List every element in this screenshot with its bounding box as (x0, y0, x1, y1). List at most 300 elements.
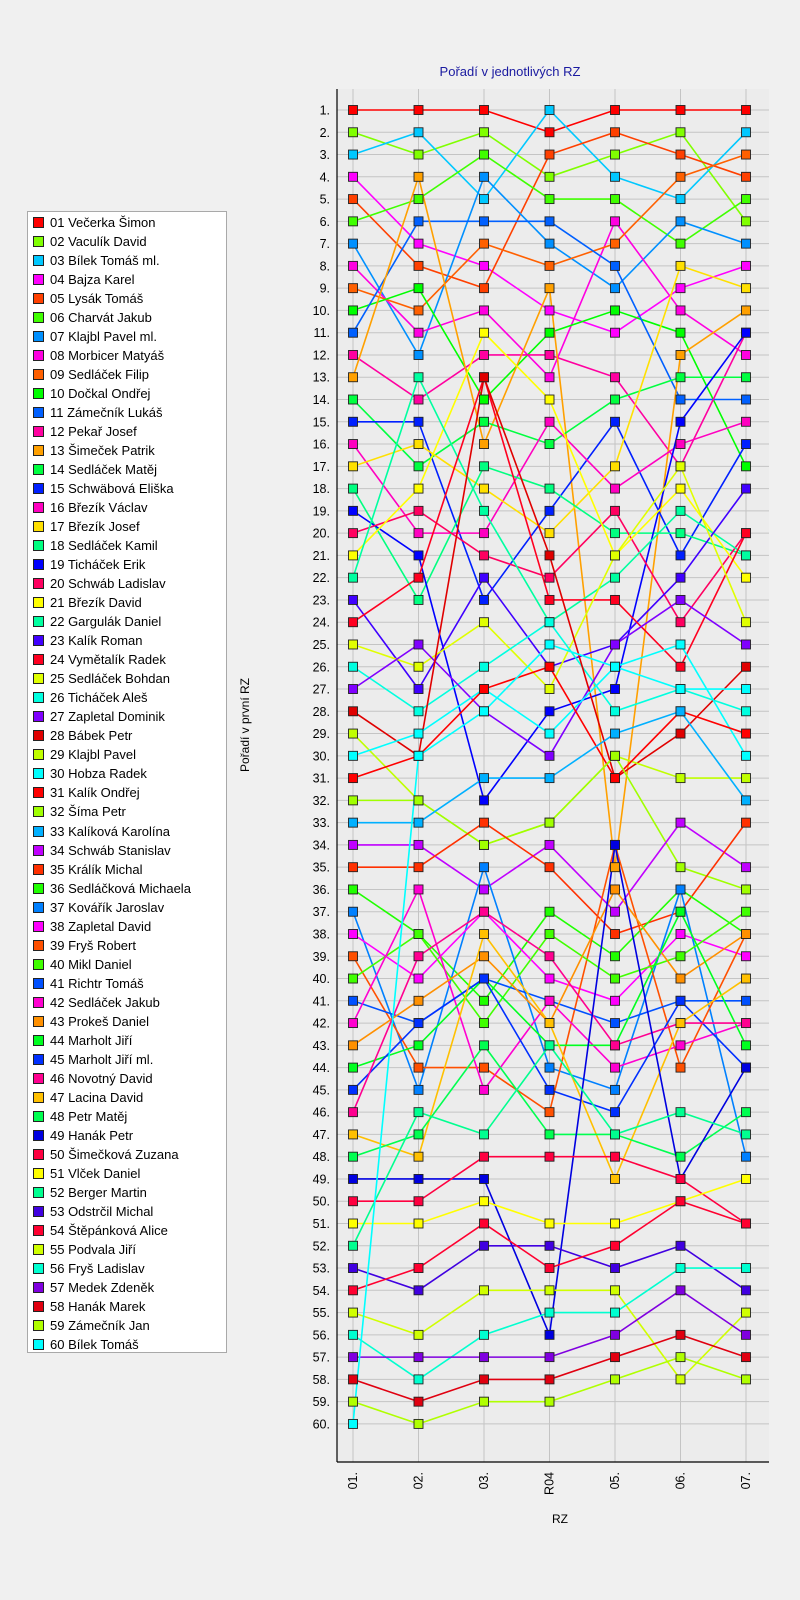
data-point (742, 751, 751, 760)
legend-label: 11 Zámečník Lukáš (50, 405, 163, 421)
data-point (742, 462, 751, 471)
legend-label: 12 Pekař Josef (50, 424, 137, 440)
data-point (545, 662, 554, 671)
data-point (611, 907, 620, 916)
data-point (545, 974, 554, 983)
data-point (414, 640, 423, 649)
data-point (349, 662, 358, 671)
data-point (480, 974, 489, 983)
data-point (742, 395, 751, 404)
legend-marker (33, 1339, 44, 1350)
y-tick-label: 47. (312, 1127, 330, 1142)
data-point (611, 417, 620, 426)
data-point (676, 1241, 685, 1250)
legend-item (28, 1088, 226, 1107)
data-point (349, 284, 358, 293)
legend-item (28, 631, 226, 650)
data-point (349, 1041, 358, 1050)
data-point (676, 484, 685, 493)
legend-item (28, 232, 226, 251)
legend-label: 51 Vlček Daniel (50, 1165, 141, 1181)
data-point (349, 996, 358, 1005)
legend-marker (33, 293, 44, 304)
y-tick-label: 28. (312, 704, 330, 719)
y-tick-label: 44. (312, 1061, 330, 1076)
data-point (414, 440, 423, 449)
data-point (611, 885, 620, 894)
data-point (676, 1019, 685, 1028)
data-point (414, 1330, 423, 1339)
x-tick-label: R04 (542, 1472, 557, 1495)
data-point (480, 1241, 489, 1250)
legend-label: 08 Morbicer Matyáš (50, 348, 165, 364)
data-point (480, 907, 489, 916)
data-point (349, 1419, 358, 1428)
data-point (742, 1330, 751, 1339)
data-point (414, 350, 423, 359)
y-tick-label: 13. (312, 370, 330, 385)
data-point (414, 239, 423, 248)
data-point (349, 306, 358, 315)
y-tick-label: 20. (312, 526, 330, 541)
chart-title: Pořadí v jednotlivých RZ (439, 64, 581, 79)
y-tick-label: 45. (312, 1083, 330, 1098)
y-tick-label: 11. (313, 326, 330, 341)
data-point (676, 929, 685, 938)
data-point (742, 818, 751, 827)
data-point (545, 529, 554, 538)
legend-label: 05 Lysák Tomáš (50, 291, 144, 307)
data-point (611, 996, 620, 1005)
data-point (676, 618, 685, 627)
y-tick-label: 21. (312, 548, 330, 563)
legend-item (28, 936, 226, 955)
legend-item (28, 1202, 226, 1221)
legend-marker (33, 616, 44, 627)
data-point (742, 640, 751, 649)
data-point (676, 996, 685, 1005)
data-point (611, 595, 620, 604)
data-point (349, 195, 358, 204)
legend-item (28, 1183, 226, 1202)
data-point (676, 106, 685, 115)
legend-marker (33, 1168, 44, 1179)
data-point (742, 551, 751, 560)
data-point (611, 1286, 620, 1295)
data-point (349, 1264, 358, 1273)
data-point (742, 1063, 751, 1072)
legend-label: 25 Sedláček Bohdan (50, 671, 170, 687)
data-point (611, 1108, 620, 1117)
data-point (545, 1353, 554, 1362)
legend-marker (33, 902, 44, 913)
data-point (480, 172, 489, 181)
data-point (349, 1286, 358, 1295)
data-point (611, 1219, 620, 1228)
y-tick-label: 6. (319, 214, 330, 229)
legend-item (28, 802, 226, 821)
legend-marker (33, 1263, 44, 1274)
legend-label: 47 Lacina David (50, 1089, 144, 1105)
data-point (480, 1174, 489, 1183)
legend (27, 211, 227, 1353)
data-point (611, 395, 620, 404)
data-point (414, 996, 423, 1005)
legend-label: 01 Večerka Šimon (50, 215, 156, 230)
data-point (676, 373, 685, 382)
data-point (742, 618, 751, 627)
y-tick-label: 26. (312, 660, 330, 675)
legend-label: 42 Sedláček Jakub (50, 994, 160, 1010)
data-point (414, 929, 423, 938)
data-point (676, 774, 685, 783)
data-point (545, 328, 554, 337)
data-point (742, 907, 751, 916)
data-point (611, 1375, 620, 1384)
data-point (742, 662, 751, 671)
data-point (742, 261, 751, 270)
legend-marker (33, 1225, 44, 1236)
legend-label: 16 Březík Václav (50, 500, 148, 516)
legend-label: 48 Petr Matěj (50, 1108, 128, 1124)
data-point (676, 306, 685, 315)
data-point (742, 974, 751, 983)
data-point (349, 1397, 358, 1406)
data-point (545, 395, 554, 404)
data-point (611, 284, 620, 293)
y-tick-label: 40. (312, 972, 330, 987)
legend-label: 54 Štěpánková Alice (50, 1222, 168, 1238)
data-point (742, 1019, 751, 1028)
legend-item (28, 536, 226, 555)
data-point (545, 172, 554, 181)
data-point (611, 974, 620, 983)
data-point (742, 1264, 751, 1273)
legend-item (28, 574, 226, 593)
legend-label: 24 Vymětalík Radek (50, 652, 166, 668)
data-point (349, 1241, 358, 1250)
y-tick-label: 46. (312, 1105, 330, 1120)
data-point (611, 1241, 620, 1250)
data-point (545, 284, 554, 293)
data-point (676, 1286, 685, 1295)
data-point (676, 1174, 685, 1183)
data-point (545, 306, 554, 315)
data-point (611, 529, 620, 538)
legend-marker (33, 445, 44, 456)
legend-marker (33, 654, 44, 665)
data-point (349, 1063, 358, 1072)
y-tick-label: 54. (312, 1283, 330, 1298)
y-tick-label: 43. (312, 1038, 330, 1053)
data-point (545, 373, 554, 382)
legend-label: 20 Schwáb Ladislav (50, 576, 166, 592)
legend-label: 49 Hanák Petr (50, 1127, 134, 1143)
data-point (349, 1152, 358, 1161)
y-tick-label: 7. (319, 237, 330, 252)
legend-item (28, 879, 226, 898)
y-tick-label: 33. (312, 816, 330, 831)
data-point (611, 1063, 620, 1072)
y-tick-label: 41. (312, 994, 330, 1009)
legend-label: 13 Šimeček Patrik (50, 443, 155, 459)
legend-label: 57 Medek Zdeněk (50, 1279, 155, 1295)
data-point (480, 1397, 489, 1406)
data-point (742, 306, 751, 315)
data-point (480, 350, 489, 359)
data-point (414, 1397, 423, 1406)
data-point (611, 484, 620, 493)
legend-marker (33, 1282, 44, 1293)
legend-item (28, 726, 226, 745)
data-point (414, 1219, 423, 1228)
data-point (349, 685, 358, 694)
data-point (349, 328, 358, 337)
data-point (480, 306, 489, 315)
legend-label: 34 Schwáb Stanislav (50, 842, 171, 858)
legend-label: 03 Bílek Tomáš ml. (50, 253, 160, 269)
data-point (414, 1286, 423, 1295)
data-point (480, 996, 489, 1005)
data-point (545, 417, 554, 426)
data-point (742, 484, 751, 493)
data-point (676, 573, 685, 582)
legend-marker (33, 768, 44, 779)
legend-item (28, 251, 226, 270)
legend-marker (33, 464, 44, 475)
data-point (349, 395, 358, 404)
data-point (742, 106, 751, 115)
x-axis-title: RZ (552, 1512, 568, 1526)
legend-item (28, 993, 226, 1012)
legend-item (28, 898, 226, 917)
data-point (676, 595, 685, 604)
legend-label: 59 Zámečník Jan (50, 1317, 150, 1333)
y-tick-label: 15. (312, 415, 330, 430)
data-point (611, 1019, 620, 1028)
data-point (480, 551, 489, 560)
legend-label: 06 Charvát Jakub (50, 310, 152, 326)
legend-label: 60 Bílek Tomáš (50, 1336, 139, 1352)
data-point (545, 551, 554, 560)
y-tick-label: 56. (312, 1328, 330, 1343)
y-tick-label: 8. (319, 259, 330, 274)
legend-item (28, 917, 226, 936)
legend-label: 46 Novotný David (50, 1070, 153, 1086)
x-tick-label: 02. (411, 1472, 426, 1490)
data-point (414, 172, 423, 181)
y-tick-label: 24. (312, 615, 330, 630)
legend-label: 41 Richtr Tomáš (50, 975, 144, 991)
legend-marker (33, 1130, 44, 1141)
legend-marker (33, 1111, 44, 1122)
data-point (414, 974, 423, 983)
data-point (414, 796, 423, 805)
legend-marker (33, 1301, 44, 1312)
legend-marker (33, 331, 44, 342)
data-point (676, 952, 685, 961)
data-point (545, 751, 554, 760)
data-point (742, 1375, 751, 1384)
data-point (545, 261, 554, 270)
y-tick-label: 50. (312, 1194, 330, 1209)
data-point (480, 1041, 489, 1050)
legend-item (28, 555, 226, 574)
legend-label: 23 Kalík Roman (50, 633, 143, 649)
data-point (742, 195, 751, 204)
data-point (349, 1330, 358, 1339)
data-point (349, 529, 358, 538)
legend-marker (33, 502, 44, 513)
data-point (545, 863, 554, 872)
y-tick-label: 27. (312, 682, 330, 697)
data-point (349, 907, 358, 916)
y-tick-label: 19. (312, 504, 330, 519)
data-point (414, 840, 423, 849)
y-tick-label: 14. (312, 393, 330, 408)
data-point (611, 150, 620, 159)
data-point (480, 128, 489, 137)
data-point (611, 328, 620, 337)
legend-label: 35 Králík Michal (50, 861, 143, 877)
legend-marker (33, 274, 44, 285)
data-point (742, 707, 751, 716)
data-point (349, 1085, 358, 1094)
data-point (349, 929, 358, 938)
data-point (545, 128, 554, 137)
data-point (480, 261, 489, 270)
data-point (545, 929, 554, 938)
data-point (480, 952, 489, 961)
legend-item (28, 460, 226, 479)
data-point (611, 929, 620, 938)
legend-item (28, 822, 226, 841)
data-point (611, 172, 620, 181)
data-point (349, 506, 358, 515)
data-point (545, 150, 554, 159)
legend-label: 39 Fryš Robert (50, 937, 136, 953)
data-point (349, 974, 358, 983)
y-tick-label: 42. (312, 1016, 330, 1031)
y-tick-label: 53. (312, 1261, 330, 1276)
data-point (742, 863, 751, 872)
data-point (742, 217, 751, 226)
data-point (742, 1130, 751, 1139)
data-point (676, 1041, 685, 1050)
data-point (414, 128, 423, 137)
legend-item (28, 1335, 226, 1354)
data-point (742, 350, 751, 359)
data-point (742, 1219, 751, 1228)
legend-item (28, 213, 226, 232)
data-point (349, 1130, 358, 1139)
legend-marker (33, 997, 44, 1008)
data-point (545, 818, 554, 827)
y-tick-label: 30. (312, 749, 330, 764)
legend-item (28, 517, 226, 536)
data-point (349, 350, 358, 359)
legend-marker (33, 559, 44, 570)
x-tick-label: 01. (346, 1472, 360, 1490)
data-point (349, 573, 358, 582)
data-point (611, 707, 620, 716)
legend-label: 04 Bajza Karel (50, 272, 135, 288)
y-tick-label: 35. (312, 860, 330, 875)
legend-item (28, 441, 226, 460)
data-point (480, 707, 489, 716)
data-point (611, 1130, 620, 1139)
legend-item (28, 841, 226, 860)
data-point (742, 150, 751, 159)
data-point (676, 261, 685, 270)
legend-marker (33, 921, 44, 932)
legend-label: 29 Klajbl Pavel (50, 747, 136, 763)
data-point (414, 1041, 423, 1050)
data-point (676, 1375, 685, 1384)
data-point (349, 707, 358, 716)
data-point (480, 150, 489, 159)
legend-item (28, 270, 226, 289)
data-point (611, 217, 620, 226)
data-point (545, 1108, 554, 1117)
data-point (742, 128, 751, 137)
legend-item (28, 479, 226, 498)
legend-marker (33, 255, 44, 266)
data-point (742, 1308, 751, 1317)
legend-label: 02 Vaculík David (50, 234, 147, 250)
data-point (676, 150, 685, 159)
data-point (676, 529, 685, 538)
data-point (480, 774, 489, 783)
legend-item (28, 1164, 226, 1183)
legend-marker (33, 1149, 44, 1160)
data-point (676, 1330, 685, 1339)
data-point (349, 1019, 358, 1028)
legend-marker (33, 845, 44, 856)
data-point (676, 1152, 685, 1161)
data-point (545, 506, 554, 515)
data-point (414, 551, 423, 560)
data-point (480, 484, 489, 493)
data-point (349, 1174, 358, 1183)
legend-item (28, 289, 226, 308)
data-point (742, 929, 751, 938)
data-point (611, 751, 620, 760)
data-point (414, 328, 423, 337)
legend-item (28, 612, 226, 631)
data-point (742, 885, 751, 894)
legend-marker (33, 578, 44, 589)
y-tick-label: 16. (312, 437, 330, 452)
data-point (742, 417, 751, 426)
data-point (545, 1330, 554, 1339)
data-point (742, 284, 751, 293)
legend-item (28, 1297, 226, 1316)
data-point (545, 1375, 554, 1384)
legend-marker (33, 940, 44, 951)
data-point (742, 172, 751, 181)
data-point (414, 529, 423, 538)
data-point (611, 729, 620, 738)
data-point (545, 685, 554, 694)
data-point (611, 306, 620, 315)
data-point (414, 662, 423, 671)
data-point (414, 1063, 423, 1072)
legend-label: 38 Zapletal David (50, 918, 152, 934)
data-point (611, 261, 620, 270)
y-tick-label: 32. (312, 793, 330, 808)
data-point (545, 1241, 554, 1250)
